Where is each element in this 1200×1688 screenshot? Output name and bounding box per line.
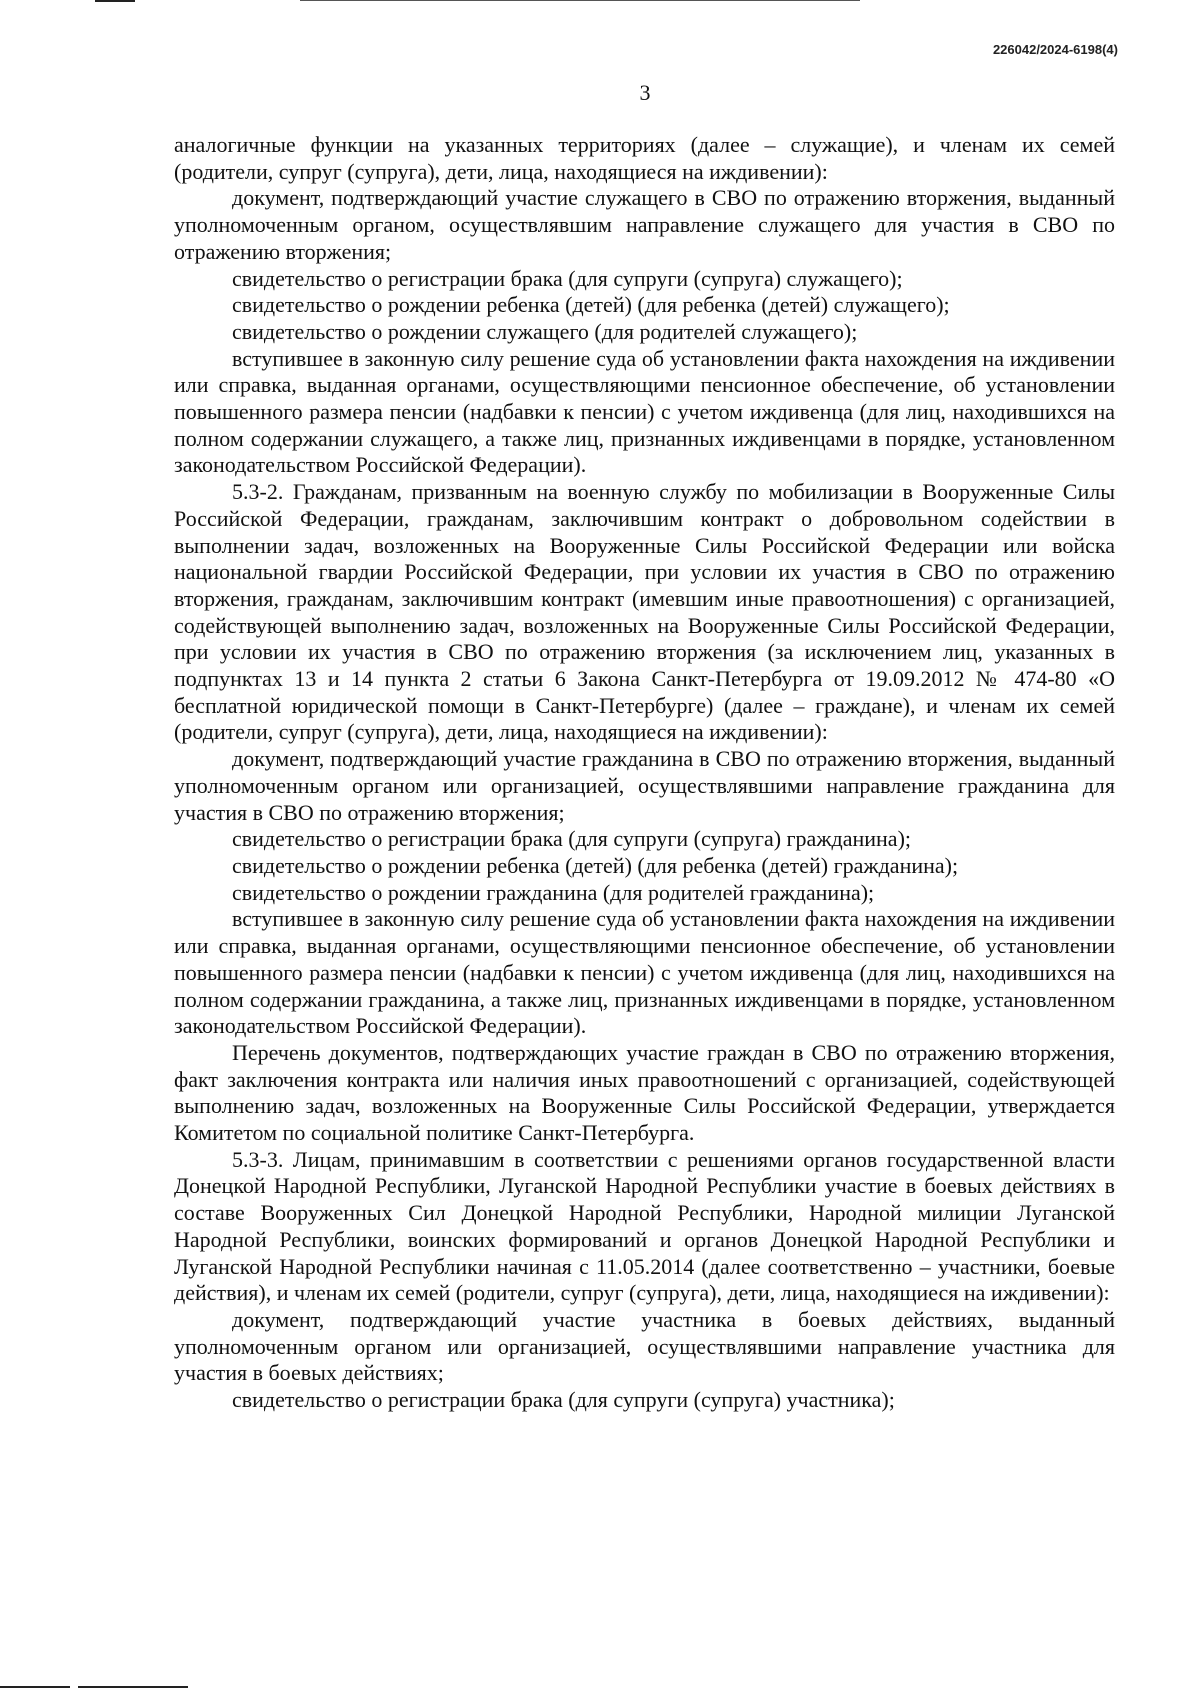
paragraph: вступившее в законную силу решение суда об установлении факта нахождения на иждивении или справка, выданная органами, осуществляющими пенсионное обеспечение, об установлении повышенного размера пенсии (надбавки к пенсии) с учетом иждивенца (для лиц, находившихся на полном содержании служащего, а также лиц, признанных иждивенцами в порядке, установленном законодательством Российской Федерации). [174, 345, 1115, 478]
paragraph: свидетельство о рождении служащего (для родителей служащего); [232, 318, 858, 344]
paragraph: Перечень документов, подтверждающих участие граждан в СВО по отражению вторжения, факт заключения контракта или наличия иных правоотношений с организацией, содействующей выполнению задач, возложенных на Вооруженные Силы Российской Федерации, утверждается Комитетом по социальной политике Санкт-Петербурга. [174, 1039, 1115, 1146]
document-body [174, 132, 1115, 1414]
scan-edge-mark [300, 0, 860, 1]
document-registration-number: 226042/2024-6198(4) [992, 42, 1118, 57]
paragraph: аналогичные функции на указанных территориях (далее – служащие), и членам их семей (родители, супруг (супруга), дети, лица, находящиеся на иждивении): [174, 132, 1115, 184]
paragraph: свидетельство о регистрации брака (для супруги (супруга) служащего); [232, 265, 903, 291]
paragraph: свидетельство о рождении ребенка (детей) (для ребенка (детей) гражданина); [232, 852, 959, 878]
paragraph-section-5-3-3: 5.3-3. Лицам, принимавшим в соответствии с решениями органов государственной власти Донецкой Народной Республики, Луганской Народной Республики участие в боевых действиях в составе Вооруженных Сил Донецкой Народной Республики, Народной милиции Луганской Народной Республики, воинских формирований и органов Донецкой Народной Республики и Луганской Народной Республики начиная с 11.05.2014 (далее соответственно – участники, боевые действия), и членам их семей (родители, супруг (супруга), дети, лица, находящиеся на иждивении): [174, 1146, 1115, 1306]
scan-edge-mark [95, 0, 135, 2]
paragraph: свидетельство о регистрации брака (для супруги (супруга) гражданина); [232, 826, 912, 852]
paragraph: вступившее в законную силу решение суда об установлении факта нахождения на иждивении или справка, выданная органами, осуществляющими пенсионное обеспечение, об установлении повышенного размера пенсии (надбавки к пенсии) с учетом иждивенца (для лиц, находившихся на полном содержании гражданина, а также лиц, признанных иждивенцами в порядке, установленном законодательством Российской Федерации). [174, 906, 1115, 1039]
paragraph-section-5-3-2: 5.3-2. Гражданам, призванным на военную службу по мобилизации в Вооруженные Силы Российской Федерации, гражданам, заключившим контракт о добровольном содействии в выполнении задач, возложенных на Вооруженные Силы Российской Федерации или войска национальной гвардии Российской Федерации, при условии их участия в СВО по отражению вторжения, гражданам, заключившим контракт (имевшим иные правоотношения) с организацией, содействующей выполнению задач, возложенных на Вооруженные Силы Российской Федерации, при условии их участия в СВО по отражению вторжения (за исключением лиц, указанных в подпунктах 13 и 14 пункта 2 статьи 6 Закона Санкт-Петербурга от 19.09.2012 № 474-80 «О бесплатной юридической помощи в Санкт-Петербурге) (далее – граждане), и членам их семей (родители, супруг (супруга), дети, лица, находящиеся на иждивении): [174, 479, 1115, 745]
paragraph: свидетельство о рождении ребенка (детей) (для ребенка (детей) служащего); [232, 292, 950, 318]
paragraph: документ, подтверждающий участие служащего в СВО по отражению вторжения, выданный уполномоченным органом, осуществлявшим направление служащего для участия в СВО по отражению вторжения; [174, 185, 1115, 264]
page-number: 3 [639, 80, 651, 105]
paragraph: документ, подтверждающий участие участника в боевых действиях, выданный уполномоченным органом или организацией, осуществлявшими направление участника для участия в боевых действиях; [174, 1306, 1115, 1386]
paragraph: свидетельство о рождении гражданина (для родителей гражданина); [232, 879, 875, 905]
paragraph: свидетельство о регистрации брака (для супруги (супруга) участника); [232, 1387, 895, 1413]
paragraph: документ, подтверждающий участие гражданина в СВО по отражению вторжения, выданный уполномоченным органом или организацией, осуществлявшими направление гражданина для участия в СВО по отражению вторжения; [174, 746, 1115, 825]
